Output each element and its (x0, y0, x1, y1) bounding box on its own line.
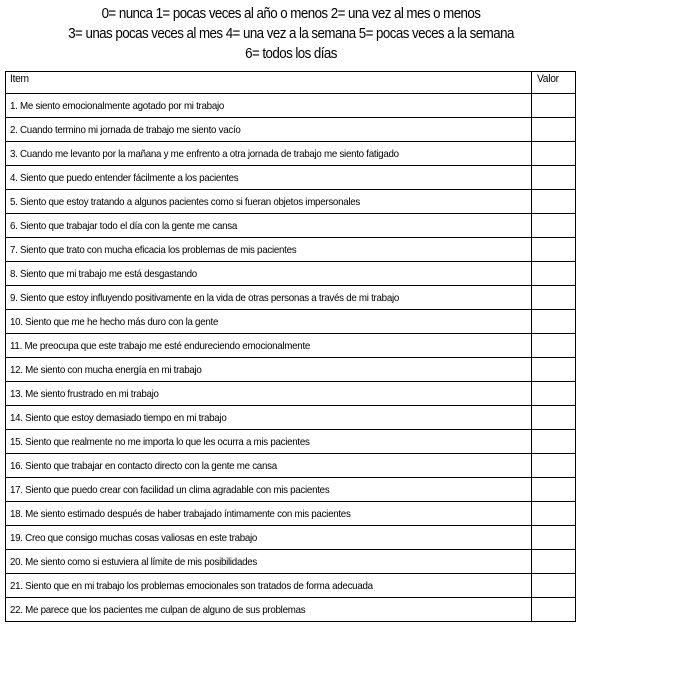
value-cell[interactable] (532, 334, 576, 358)
table-row (6, 550, 576, 574)
item-text-cell: 3. Cuando me levanto por la mañana y me enfrento a otra jornada de trabajo me siento fatigado (6, 142, 532, 166)
item-text-cell: 22. Me parece que los pacientes me culpan de alguno de sus problemas (6, 598, 532, 622)
table-row (6, 262, 576, 286)
value-cell[interactable] (532, 598, 576, 622)
table-row (6, 502, 576, 526)
table-row (6, 406, 576, 430)
table-row (6, 214, 576, 238)
item-text-cell: 11. Me preocupa que este trabajo me esté endureciendo emocionalmente (6, 334, 532, 358)
table-row (6, 286, 576, 310)
item-text-cell: 13. Me siento frustrado en mi trabajo (6, 382, 532, 406)
table-row (6, 166, 576, 190)
table-header-row (6, 72, 576, 94)
value-cell[interactable] (532, 238, 576, 262)
value-cell[interactable] (532, 526, 576, 550)
value-cell[interactable] (532, 454, 576, 478)
table-row (6, 526, 576, 550)
item-text-cell: 7. Siento que trato con mucha eficacia los problemas de mis pacientes (6, 238, 532, 262)
item-text-cell: 14. Siento que estoy demasiado tiempo en mi trabajo (6, 406, 532, 430)
item-text-cell: 6. Siento que trabajar todo el día con la gente me cansa (6, 214, 532, 238)
item-text-cell: 8. Siento que mi trabajo me está desgastando (6, 262, 532, 286)
value-cell[interactable] (532, 574, 576, 598)
item-text-cell: 10. Siento que me he hecho más duro con la gente (6, 310, 532, 334)
value-cell[interactable] (532, 502, 576, 526)
table-row (6, 382, 576, 406)
item-column-header: Item (6, 72, 532, 94)
value-cell[interactable] (532, 478, 576, 502)
table-row (6, 454, 576, 478)
value-column-header: Valor (532, 72, 576, 94)
table-row (6, 94, 576, 118)
table-row (6, 142, 576, 166)
item-text-cell: 2. Cuando termino mi jornada de trabajo me siento vacío (6, 118, 532, 142)
value-cell[interactable] (532, 382, 576, 406)
table-row (6, 238, 576, 262)
item-text-cell: 19. Creo que consigo muchas cosas valiosas en este trabajo (6, 526, 532, 550)
value-cell[interactable] (532, 358, 576, 382)
value-cell[interactable] (532, 214, 576, 238)
table-row (6, 574, 576, 598)
value-cell[interactable] (532, 118, 576, 142)
value-cell[interactable] (532, 550, 576, 574)
table-body (6, 94, 576, 622)
item-text-cell: 18. Me siento estimado después de haber trabajado íntimamente con mis pacientes (6, 502, 532, 526)
questionnaire-table (5, 71, 576, 622)
item-text-cell: 4. Siento que puedo entender fácilmente a los pacientes (6, 166, 532, 190)
item-text-cell: 1. Me siento emocionalmente agotado por mi trabajo (6, 94, 532, 118)
value-cell[interactable] (532, 286, 576, 310)
item-text-cell: 15. Siento que realmente no me importa lo que les ocurra a mis pacientes (6, 430, 532, 454)
item-text-cell: 16. Siento que trabajar en contacto directo con la gente me cansa (6, 454, 532, 478)
item-text-cell: 9. Siento que estoy influyendo positivamente en la vida de otras personas a través de mi trabajo (6, 286, 532, 310)
table-row (6, 598, 576, 622)
value-cell[interactable] (532, 406, 576, 430)
table-row (6, 310, 576, 334)
table-row (6, 118, 576, 142)
table-row (6, 430, 576, 454)
table-row (6, 358, 576, 382)
value-cell[interactable] (532, 94, 576, 118)
item-text-cell: 21. Siento que en mi trabajo los problemas emocionales son tratados de forma adecuada (6, 574, 532, 598)
item-text-cell: 5. Siento que estoy tratando a algunos pacientes como si fueran objetos impersonales (6, 190, 532, 214)
legend-line-3: 6= todos los días (245, 46, 337, 62)
scale-legend (23, 4, 558, 64)
item-text-cell: 12. Me siento con mucha energía en mi trabajo (6, 358, 532, 382)
value-cell[interactable] (532, 430, 576, 454)
value-cell[interactable] (532, 166, 576, 190)
value-cell[interactable] (532, 310, 576, 334)
table-row (6, 190, 576, 214)
legend-line-2: 3= unas pocas veces al mes 4= una vez a la semana 5= pocas veces a la semana (68, 26, 514, 42)
table-row (6, 334, 576, 358)
value-cell[interactable] (532, 262, 576, 286)
item-text-cell: 20. Me siento como si estuviera al límite de mis posibilidades (6, 550, 532, 574)
item-text-cell: 17. Siento que puedo crear con facilidad un clima agradable con mis pacientes (6, 478, 532, 502)
table-row (6, 478, 576, 502)
value-cell[interactable] (532, 190, 576, 214)
legend-line-1: 0= nunca 1= pocas veces al año o menos 2= una vez al mes o menos (101, 6, 481, 22)
value-cell[interactable] (532, 142, 576, 166)
